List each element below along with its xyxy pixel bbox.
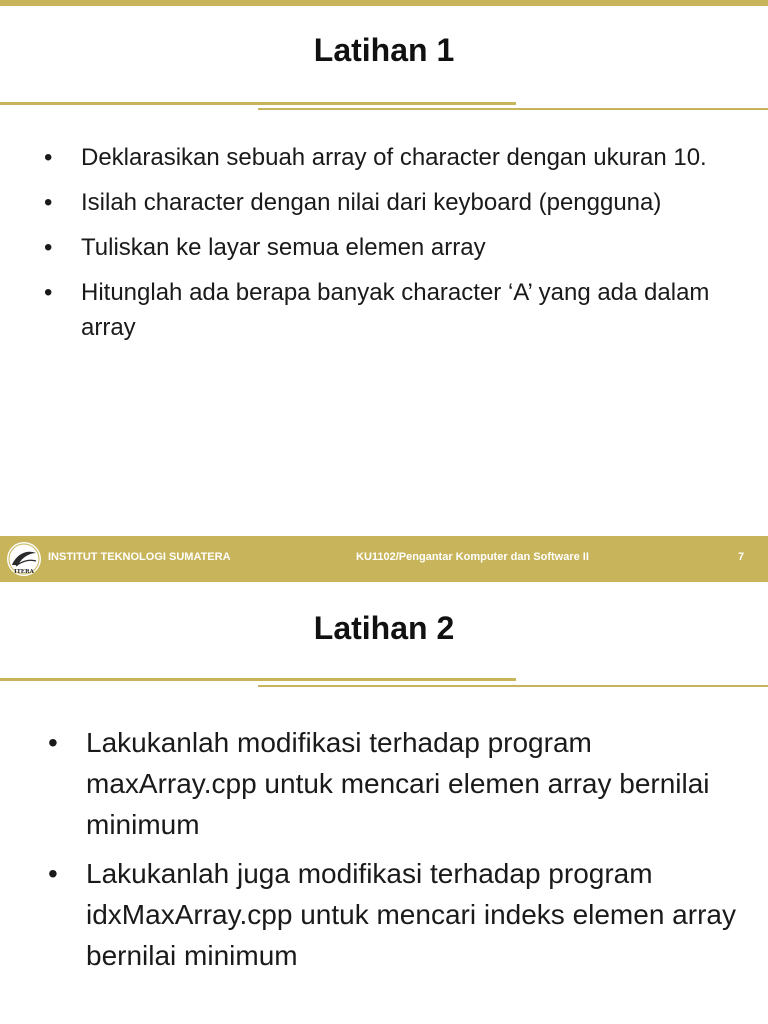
itera-logo-icon: [6, 541, 42, 577]
bullet-list: [48, 722, 748, 984]
bullet-list: [44, 140, 744, 355]
bullet-text: Lakukanlah juga modifikasi terhadap program idxMaxArray.cpp untuk mencari indeks elemen array bernilai minimum: [86, 858, 736, 971]
title-rule-long: [0, 678, 516, 681]
list-item: [44, 275, 744, 345]
slide-title: Latihan 1: [313, 32, 455, 68]
slide-title: Latihan 2: [313, 610, 455, 646]
bullet-text: Deklarasikan sebuah array of character dengan ukuran 10.: [81, 144, 707, 171]
logo-text: ITERA: [14, 569, 34, 575]
bullet-text: Isilah character dengan nilai dari keyboard (pengguna): [81, 189, 662, 216]
bullet-icon: •: [44, 144, 53, 171]
course-name: KU1102/Pengantar Komputer dan Software II: [356, 551, 589, 563]
list-item: [44, 185, 744, 220]
bullet-text: Tuliskan ke layar semua elemen array: [81, 234, 486, 261]
bullet-text: Lakukanlah modifikasi terhadap program maxArray.cpp untuk mencari elemen array bernilai minimum: [86, 727, 710, 840]
bullet-icon: •: [44, 189, 53, 216]
top-accent-bar: [0, 0, 768, 6]
slide-footer: [0, 536, 768, 582]
institution-name: INSTITUT TEKNOLOGI SUMATERA: [48, 551, 231, 563]
list-item: [44, 230, 744, 265]
bullet-icon: •: [44, 234, 53, 261]
bullet-icon: •: [48, 727, 58, 758]
list-item: [48, 722, 748, 845]
title-rule-short: [258, 108, 768, 110]
title-rule-short: [258, 685, 768, 687]
slide-latihan-2: [0, 582, 768, 1024]
list-item: [48, 853, 748, 976]
bullet-text: Hitunglah ada berapa banyak character ‘A’ yang ada dalam array: [81, 279, 710, 341]
list-item: [44, 140, 744, 175]
bullet-icon: •: [44, 279, 53, 306]
bullet-icon: •: [48, 858, 58, 889]
page-number: 7: [738, 551, 745, 563]
title-rule-long: [0, 102, 516, 105]
